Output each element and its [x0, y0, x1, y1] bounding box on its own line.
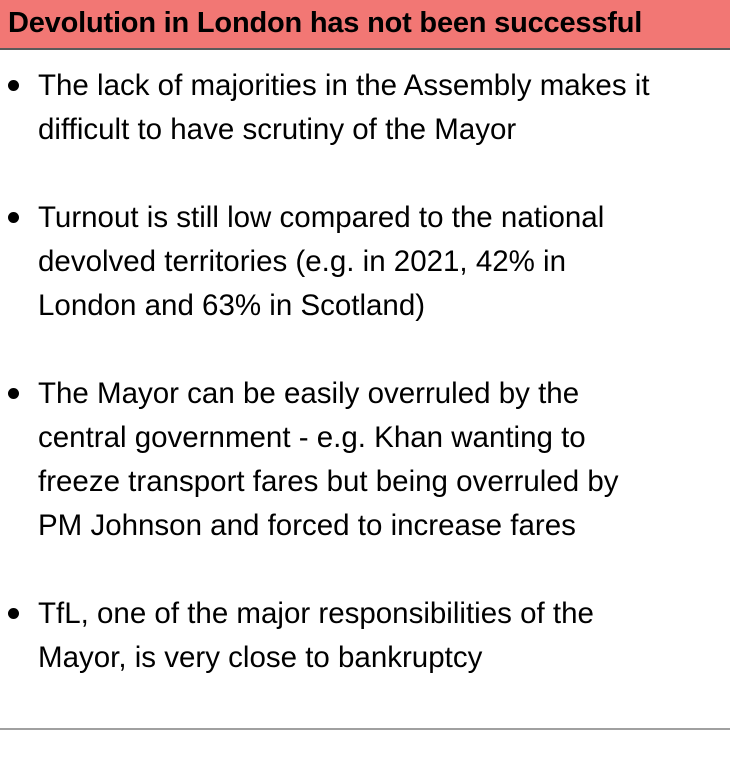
bullet-text: TfL, one of the major responsibilities of the Mayor, is very close to bankruptcy [38, 597, 594, 674]
bullet-dot-icon [8, 212, 19, 223]
title-banner [0, 0, 730, 50]
slide-title: Devolution in London has not been successful [8, 7, 643, 39]
bullet-dot-icon [8, 608, 19, 619]
bottom-divider [0, 728, 730, 730]
bullet-text: Turnout is still low compared to the national devolved territories (e.g. in 2021, 42% in London and 63% in Scotland) [38, 201, 605, 322]
bullet-dot-icon [8, 80, 19, 91]
bullet-text: The Mayor can be easily overruled by the central government - e.g. Khan wanting to freeze transport fares but being overruled by PM Johnson and forced to increase fares [38, 377, 619, 542]
bullet-text: The lack of majorities in the Assembly makes it difficult to have scrutiny of the Mayor [38, 69, 650, 146]
bullet-dot-icon [8, 388, 19, 399]
